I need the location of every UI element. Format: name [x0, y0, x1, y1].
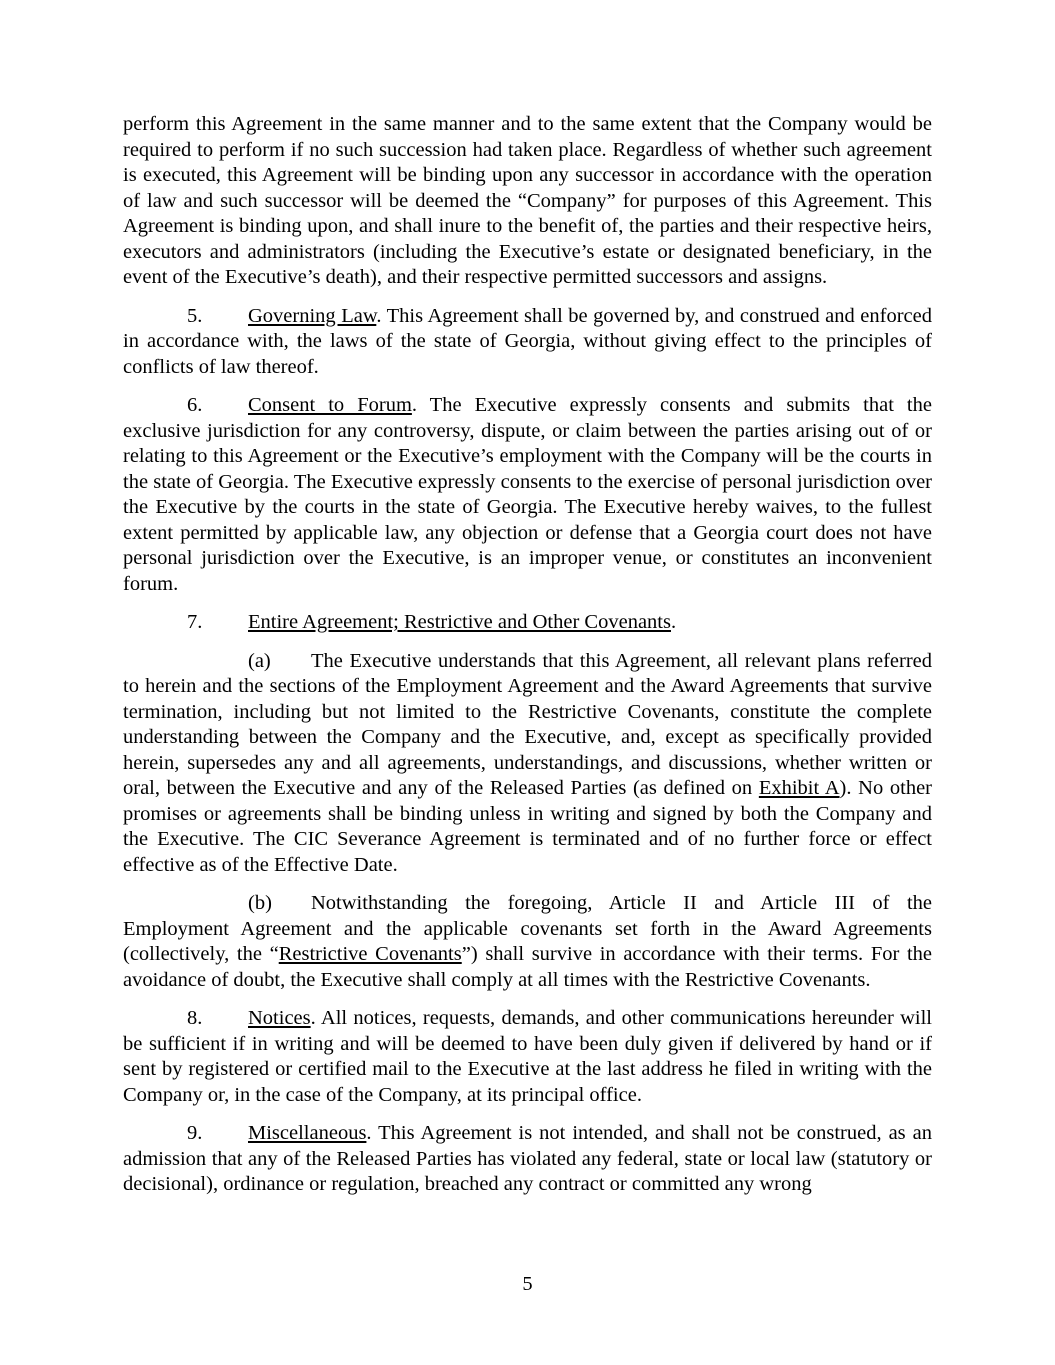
section-number: 5.: [187, 304, 203, 327]
continuation-paragraph: [123, 112, 932, 291]
document-body: [123, 112, 932, 1198]
subsection-text: ). No other promises or agreements shall be binding unless in writing and signed by both the Company and the Executive. The CIC Severance Agreement is terminated and of no further force or effect effective as of the Effective Date.: [123, 777, 932, 876]
section-8-notices: [123, 1006, 932, 1108]
section-7-entire-agreement: [123, 610, 932, 636]
section-heading: Notices: [248, 1007, 311, 1029]
section-body: . The Executive expressly consents and submits that the exclusive jurisdiction for any controversy, dispute, or claim between the parties arising out of or relating to this Agreement or the Executive’s employment with the Company will be the courts in the state of Georgia. The Executive expressly consents to the exercise of personal jurisdiction over the Executive by the courts in the state of Georgia. The Executive hereby waives, to the fullest extent permitted by applicable law, any objection or defense that a Georgia court does not have personal jurisdiction over the Executive, is an improper venue, or constitutes an inconvenient forum.: [123, 394, 932, 595]
page-footer: [0, 1272, 1055, 1298]
section-number: 7.: [187, 611, 203, 633]
section-5-governing-law: [123, 304, 932, 381]
restrictive-covenants-term: Restrictive Covenants: [278, 943, 462, 965]
section-heading: Miscellaneous: [248, 1122, 367, 1144]
section-body: .: [670, 611, 677, 633]
page-number: 5: [522, 1273, 533, 1295]
section-body: . All notices, requests, demands, and other communications hereunder will be sufficient if in writing and will be deemed to have been duly given if delivered by hand or if sent by registered or certified mail to the Executive at the last address he filed in writing with the Company or, in the case of the Company, at its principal office.: [123, 1007, 932, 1106]
exhibit-a-reference: Exhibit A: [758, 777, 840, 799]
section-number: 8.: [187, 1007, 203, 1029]
section-7b-paragraph: [123, 891, 932, 993]
section-heading: Entire Agreement; Restrictive and Other Covenants: [248, 611, 671, 633]
subsection-label: (b): [248, 892, 272, 914]
section-7a-paragraph: [123, 649, 932, 879]
section-heading: Governing Law: [248, 304, 377, 327]
subsection-text: ”) shall survive in accordance with their terms. For the avoidance of doubt, the Executive shall comply at all times with the Restrictive Covenants.: [123, 943, 932, 991]
subsection-text: The Executive understands that this Agreement, all relevant plans referred to herein and the sections of the Employment Agreement and the Award Agreements that survive termination, including but not limited to the Restrictive Covenants, constitute the complete understanding between the Company and the Executive, and, except as specifically provided herein, supersedes any and all agreements, understandings, and discussions, whether written or oral, between the Executive and any of the Released Parties (as defined on: [123, 649, 932, 799]
section-body: . This Agreement shall be governed by, and construed and enforced in accordance with, the laws of the state of Georgia, without giving effect to the principles of conflicts of law thereof.: [123, 304, 932, 378]
section-heading: Consent to Forum: [248, 394, 412, 416]
section-body: . This Agreement is not intended, and shall not be construed, as an admission that any of the Released Parties has violated any federal, state or local law (statutory or decisional), ordinance or regulation, breached any contract or committed any wrong: [123, 1122, 932, 1195]
section-number: 6.: [187, 394, 203, 416]
section-9-miscellaneous: [123, 1121, 932, 1198]
section-number: 9.: [187, 1122, 203, 1144]
paragraph-text: perform this Agreement in the same manner and to the same extent that the Company would be required to perform if no such succession had taken place. Regardless of whether such agreement is executed, this Agreement will be binding upon any successor in accordance with the operation of law and such successor will be deemed the “Company” for purposes of this Agreement. This Agreement is binding upon, and shall inure to the benefit of, the parties and their respective heirs, executors and administrators (including the Executive’s estate or designated beneficiary, in the event of the Executive’s death), and their respective permitted successors and assigns.: [123, 113, 932, 288]
subsection-text: Notwithstanding the foregoing, Article II and Article III of the Employment Agreement and the applicable covenants set forth in the Award Agreements (collectively, the “: [123, 892, 932, 965]
section-6-consent-to-forum: [123, 393, 932, 597]
subsection-label: (a): [248, 649, 271, 672]
